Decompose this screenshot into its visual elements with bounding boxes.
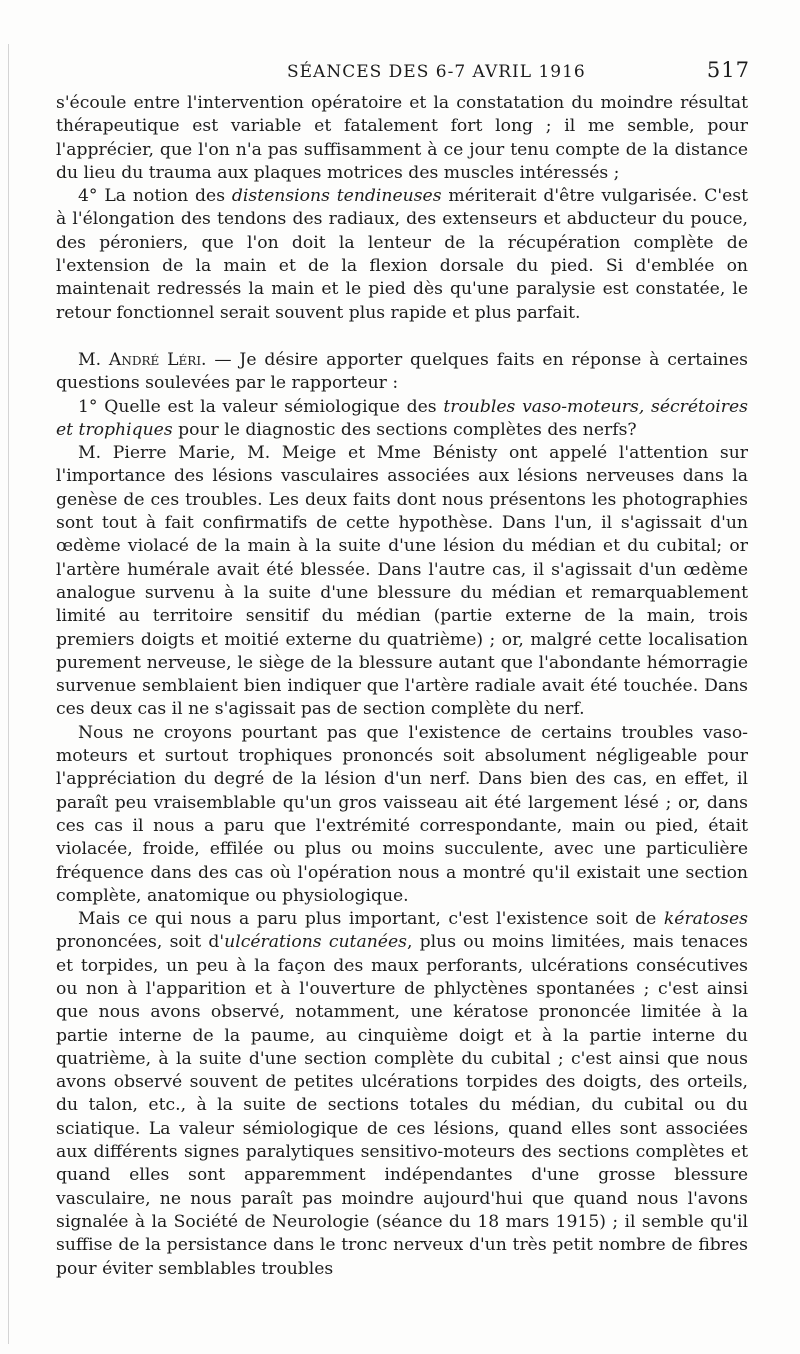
paragraph-rest: mériterait d'être vulgarisée. C'est à l'élongation des tendons des radiaux, des extenseurs et abducteur du pouce, des péroniers, que l'on doit la lenteur de la récupération complète de l'extension de la main et de la flexion dorsale du pied. Si d'emblée on maintenait redressés la main et le pied dès qu'une paralysie est constatée, le retour fonctionnel serait souvent plus rapide et plus parfait. (56, 186, 748, 323)
paragraph-rest: , plus ou moins limitées, mais tenaces et torpides, un peu à la façon des maux perforants, ulcérations consécutives ou non à l'apparition et à l'ouverture de phlyctènes spontanées ; c'est ainsi que nous avons observé, notamment, une kératose prononcée limitée à la partie interne de la paume, au cinquième doigt et à la partie interne du quatrième, à la suite d'une section complète du cubital ; c'est ainsi que nous avons observé souvent de petites ulcérations torpides des doigts, des orteils, du talon, etc., à la suite de sections totales du médian, du cubital ou du sciatique. La valeur sémiologique de ces lésions, quand elles sont associées aux différents signes paralytiques sensitivo-moteurs des sections complètes et quand elles sont apparemment indépendantes d'une grosse blessure vasculaire, ne nous paraît pas moindre aujourd'hui que quand nous l'avons signalée à la Société de Neurologie (séance du 18 mars 1915) ; il semble qu'il suffise de la persistance dans le tronc nerveux d'un très petit nombre de fibres pour éviter semblables troubles (56, 932, 748, 1279)
page-number: 517 (706, 58, 750, 82)
paragraph-troubles: Nous ne croyons pourtant pas que l'existence de certains troubles vaso-moteurs et surtout trophiques prononcés soit absolument négligeable pour l'appréciation du degré de la lésion d'un nerf. Dans bien des cas, en effet, il paraît peu vraisemblable qu'un gros vaisseau ait été largement lésé ; or, dans ces cas il nous a paru que l'extrémité correspondante, main ou pied, était violacée, froide, effilée ou plus ou moins succulente, avec une particulière fréquence dans des cas où l'opération nous a montré qu'il existait une section complète, anatomique ou physiologique. (56, 722, 748, 906)
paragraph-lead: Mais ce qui nous a paru plus important, c'est l'existence soit de (78, 909, 664, 930)
paragraph-mid: prononcées, soit d' (56, 932, 225, 953)
speaker-name: M. André Léri. (78, 349, 207, 370)
paragraph-question (56, 396, 748, 443)
italic-term: distensions tendineuses (231, 186, 442, 207)
speaker-text: — Je désire apporter quelques faits en réponse à certaines questions soulevées par le rapporteur : (56, 349, 748, 394)
italic-term: kératoses (663, 909, 748, 930)
paragraph-distensions (56, 185, 748, 325)
italic-term: ulcérations cutanées (224, 932, 407, 953)
scan-edge-line (8, 44, 9, 1344)
running-head (55, 58, 750, 88)
paragraph-lead: 4° La notion des (78, 186, 232, 207)
running-head-title: SÉANCES DES 6-7 AVRIL 1916 (287, 62, 586, 82)
paragraph-continuation: s'écoule entre l'intervention opératoire et la constatation du moindre résultat thérapeutique est variable et fatalement fort long ; il me semble, pour l'apprécier, que l'on n'a pas suffisamment à ce jour tenu compte de la distance du lieu du trauma aux plaques motrices des muscles intéressés ; (56, 93, 748, 183)
paragraph-speaker (56, 349, 748, 396)
paragraph-lead: 1° Quelle est la valeur sémiologique des (78, 396, 444, 417)
paragraph-observations: M. Pierre Marie, M. Meige et Mme Bénisty ont appelé l'attention sur l'importance des lésions vasculaires associées aux lésions nerveuses dans la genèse de ces troubles. Les deux faits dont nous présentons les photographies sont tout à fait confirmatifs de cette hypothèse. Dans l'un, il s'agissait d'un œdème violacé de la main à la suite d'une lésion du médian et du cubital; or l'artère humérale avait été blessée. Dans l'autre cas, il s'agissait d'un œdème analogue survenu à la suite d'une blessure du médian et remarquablement limité au territoire sensitif du médian (partie externe de la main, trois premiers doigts et moitié externe du quatrième) ; or, malgré cette localisation purement nerveuse, le siège de la blessure autant que l'abondante hémorragie survenue semblaient bien indiquer que l'artère radiale avait été touchée. Dans ces deux cas il ne s'agissait pas de section complète du nerf. (56, 443, 748, 720)
italic-term: troubles vaso-moteurs, sécrétoires et trophiques (56, 396, 748, 440)
paragraph-keratoses (56, 908, 748, 1281)
paragraph-rest: pour le diagnostic des sections complètes des nerfs? (172, 419, 637, 440)
body-text (56, 92, 748, 1281)
